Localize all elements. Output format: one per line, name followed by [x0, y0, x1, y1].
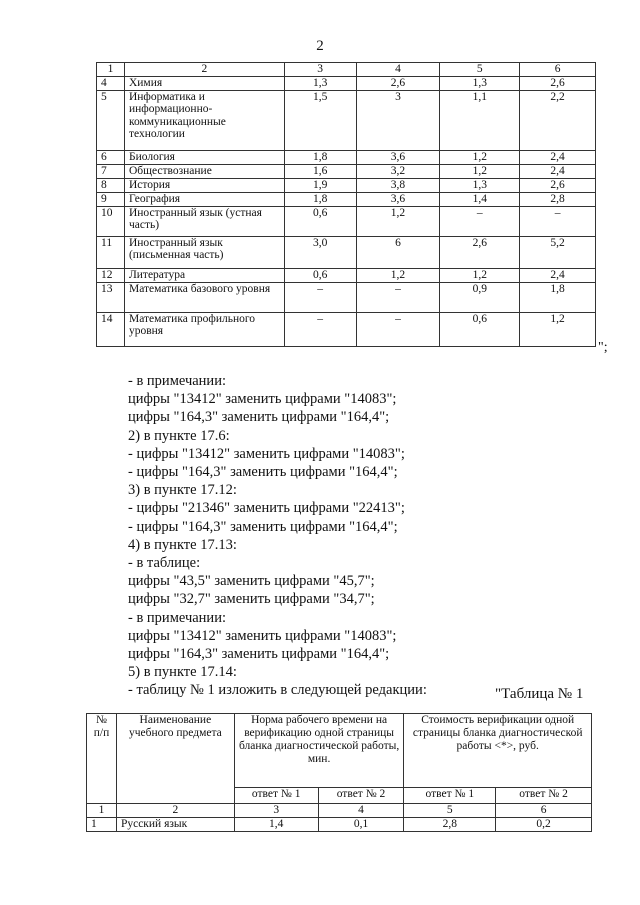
table-row: [97, 192, 596, 206]
cell-value: –: [356, 282, 440, 312]
header-number: № п/п: [87, 714, 117, 804]
text-line: - цифры "21346" заменить цифрами "22413";: [128, 500, 405, 517]
subject-name: Обществознание: [124, 164, 284, 178]
col-number: 3: [234, 804, 318, 818]
subject-name: Математика базового уровня: [124, 282, 284, 312]
table-row: [97, 282, 596, 312]
text-line: - цифры "164,3" заменить цифрами "164,4";: [128, 464, 398, 481]
cell-value: 3,0: [284, 236, 356, 268]
table-row: [97, 164, 596, 178]
cell-value: 1,2: [440, 150, 520, 164]
col-number: 2: [116, 804, 234, 818]
cell-value: 1,2: [440, 268, 520, 282]
header-row: [87, 714, 592, 788]
cell-value: 2,2: [520, 90, 596, 150]
subject-name: Биология: [124, 150, 284, 164]
subject-name: Литература: [124, 268, 284, 282]
cell-value: 3: [356, 90, 440, 150]
header-answer-1: ответ № 1: [404, 788, 496, 804]
table-row: [97, 268, 596, 282]
text-line: 3) в пункте 17.12:: [128, 482, 237, 499]
cell-value: 5,2: [520, 236, 596, 268]
cell-value: 3,6: [356, 150, 440, 164]
cell-value: 2,8: [404, 818, 496, 832]
subject-name: Иностранный язык (письменная часть): [124, 236, 284, 268]
header-subject: Наименование учебного предмета: [116, 714, 234, 804]
col-number: 6: [520, 63, 596, 77]
text-line: - в примечании:: [128, 373, 226, 389]
cell-value: 0,6: [440, 312, 520, 346]
cell-value: 1,4: [234, 818, 318, 832]
table-row: [97, 90, 596, 150]
cell-value: 1,1: [440, 90, 520, 150]
row-number: 4: [97, 76, 125, 90]
text-line: цифры "13412" заменить цифрами "14083";: [128, 627, 397, 644]
col-number: 4: [356, 63, 440, 77]
cell-value: 1,6: [284, 164, 356, 178]
cell-value: 0,6: [284, 206, 356, 236]
cell-value: 1,2: [356, 268, 440, 282]
text-line: - в примечании:: [128, 609, 226, 626]
col-number: 5: [404, 804, 496, 818]
cell-value: 3,2: [356, 164, 440, 178]
text-line: цифры "164,3" заменить цифрами "164,4";: [128, 646, 390, 663]
subject-rates-table: [96, 62, 596, 347]
row-number: 11: [97, 236, 125, 268]
column-number-row: [87, 804, 592, 818]
col-number: 6: [496, 804, 592, 818]
table-closing-quote: ";: [598, 340, 608, 355]
cell-value: 1,3: [440, 76, 520, 90]
cell-value: 0,2: [496, 818, 592, 832]
table-heading: "Таблица № 1: [495, 686, 584, 702]
cell-value: 1,4: [440, 192, 520, 206]
cell-value: 1,5: [284, 90, 356, 150]
table-row: [87, 818, 592, 832]
header-norm: Норма рабочего времени на верификацию одной страницы бланка диагностической работы, мин.: [234, 714, 404, 788]
cell-value: 1,9: [284, 178, 356, 192]
col-number: 5: [440, 63, 520, 77]
table-row: [97, 236, 596, 268]
cell-value: 2,4: [520, 164, 596, 178]
text-line: цифры "43,5" заменить цифрами "45,7";: [128, 573, 375, 590]
cell-value: 0,1: [318, 818, 404, 832]
cell-value: 2,8: [520, 192, 596, 206]
row-number: 13: [97, 282, 125, 312]
cell-value: 1,8: [520, 282, 596, 312]
text-line: цифры "13412" заменить цифрами "14083";: [128, 391, 397, 408]
cell-value: 0,9: [440, 282, 520, 312]
text-line: - в таблице:: [128, 555, 201, 572]
text-line: 4) в пункте 17.13:: [128, 536, 237, 553]
cell-value: –: [284, 282, 356, 312]
cell-value: 1,2: [356, 206, 440, 236]
row-number: 5: [97, 90, 125, 150]
cell-value: 2,6: [440, 236, 520, 268]
header-answer-2: ответ № 2: [496, 788, 592, 804]
cell-value: 2,4: [520, 150, 596, 164]
subject-name: Химия: [124, 76, 284, 90]
cell-value: 1,8: [284, 150, 356, 164]
row-number: 6: [97, 150, 125, 164]
subject-name: Иностранный язык (устная часть): [124, 206, 284, 236]
table-row: [97, 76, 596, 90]
cell-value: –: [520, 206, 596, 236]
cell-value: 6: [356, 236, 440, 268]
cell-value: 1,2: [520, 312, 596, 346]
cell-value: 2,6: [520, 76, 596, 90]
cell-value: 1,3: [440, 178, 520, 192]
table-row: [97, 206, 596, 236]
page-number: 2: [316, 38, 324, 54]
cell-value: 1,3: [284, 76, 356, 90]
cell-value: 2,6: [520, 178, 596, 192]
cell-value: 2,4: [520, 268, 596, 282]
cell-value: 1,2: [440, 164, 520, 178]
cell-value: 0,6: [284, 268, 356, 282]
row-number: 12: [97, 268, 125, 282]
header-answer-2: ответ № 2: [318, 788, 404, 804]
cell-value: –: [356, 312, 440, 346]
col-number: 2: [124, 63, 284, 77]
cell-value: –: [284, 312, 356, 346]
text-line: - цифры "13412" заменить цифрами "14083";: [128, 445, 405, 462]
row-number: 8: [97, 178, 125, 192]
cell-value: 2,6: [356, 76, 440, 90]
subject-name: Русский язык: [116, 818, 234, 832]
cell-value: 3,8: [356, 178, 440, 192]
text-line: - таблицу № 1 изложить в следующей редакции:: [128, 682, 427, 699]
verification-cost-table: [86, 713, 592, 832]
row-number: 14: [97, 312, 125, 346]
text-line: цифры "32,7" заменить цифрами "34,7";: [128, 591, 375, 608]
table-row: [97, 178, 596, 192]
row-number: 10: [97, 206, 125, 236]
table-row: [97, 312, 596, 346]
col-number: 3: [284, 63, 356, 77]
table-row: [97, 150, 596, 164]
cell-value: 1,8: [284, 192, 356, 206]
row-number: 7: [97, 164, 125, 178]
col-number: 1: [87, 804, 117, 818]
text-line: цифры "164,3" заменить цифрами "164,4";: [128, 409, 390, 426]
header-answer-1: ответ № 1: [234, 788, 318, 804]
col-number: 4: [318, 804, 404, 818]
amendment-text: [128, 372, 427, 700]
row-number: 1: [87, 818, 117, 832]
column-number-row: [97, 63, 596, 77]
text-line: 2) в пункте 17.6:: [128, 427, 230, 444]
text-line: - цифры "164,3" заменить цифрами "164,4";: [128, 518, 398, 535]
subject-name: География: [124, 192, 284, 206]
text-line: 5) в пункте 17.14:: [128, 664, 237, 681]
cell-value: –: [440, 206, 520, 236]
header-cost: Стоимость верификации одной страницы бланка диагностической работы <*>, руб.: [404, 714, 592, 788]
subject-name: Информатика и информационно-коммуникационные технологии: [124, 90, 284, 150]
subject-name: Математика профильного уровня: [124, 312, 284, 346]
cell-value: 3,6: [356, 192, 440, 206]
row-number: 9: [97, 192, 125, 206]
subject-name: История: [124, 178, 284, 192]
col-number: 1: [97, 63, 125, 77]
